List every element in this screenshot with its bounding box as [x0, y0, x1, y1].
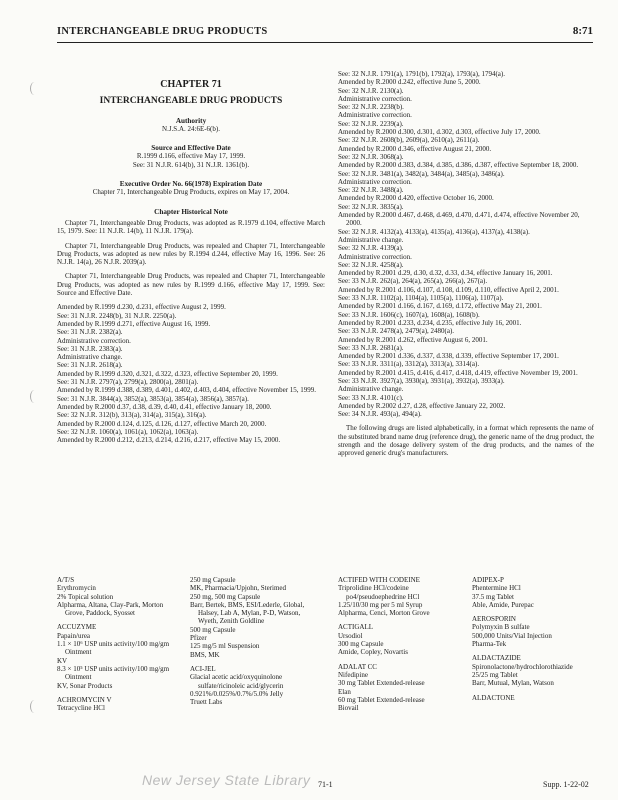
drug-brand-name: ACTIGALL [338, 623, 373, 632]
source-line: R.1999 d.166, effective May 17, 1999. [136, 152, 246, 161]
amendment-line: Amended by R.2001 d.415, d.416, d.417, d.418, d.419, effective November 19, 2001. [338, 368, 578, 377]
drug-list-column-1 [57, 576, 177, 712]
amendment-line: See: 32 N.J.R. 3488(a). [338, 186, 404, 195]
amendment-line: See: 32 N.J.R. 3068(a). [338, 152, 404, 161]
drug-strength: 8.3 × 10⁵ USP units activity/100 mg/gm Ointment [57, 664, 170, 682]
amendment-line: Amended by R.2000 d.383, d.384, d.385, d.386, d.387, effective September 18, 2000. [338, 161, 579, 170]
amendment-line: See: 33 N.J.R. 1606(c), 1607(a), 1608(a), 1608(b). [338, 310, 480, 319]
amendment-line: See: 33 N.J.R. 2681(a). [338, 343, 404, 352]
drug-strength: 25/25 mg Tablet [472, 670, 518, 679]
historical-note-paragraph: Chapter 71, Interchangeable Drug Products, was adopted as R.1979 d.104, effective March 15, 1979. See: 11 N.J.R. 14(b), 11 N.J.R. 179(a). [57, 218, 325, 236]
amendment-line: See: 33 N.J.R. 4101(c). [338, 393, 404, 402]
amendment-line: See: 31 N.J.R. 2618(a). [57, 361, 123, 370]
drug-manufacturers: BMS, MK [190, 650, 220, 659]
chapter-title: INTERCHANGEABLE DRUG PRODUCTS [99, 96, 283, 107]
left-column [57, 70, 325, 444]
amendment-line: See: 32 N.J.R. 2608(b), 2609(a), 2610(a), 2611(a). [338, 136, 480, 145]
authority-heading: Authority [175, 116, 207, 125]
amendment-line: Administrative correction. [57, 336, 131, 345]
amendment-line: Amended by R.2000 d.420, effective October 16, 2000. [338, 194, 494, 203]
drug-strength: 1.25/10/30 mg per 5 ml Syrup [338, 600, 423, 609]
drug-brand-name: ACI-JEL [190, 664, 216, 673]
drug-brand-name: ALDACTAZIDE [472, 654, 521, 663]
amendment-line: Amended by R.2001 d.166, d.167, d.169, d.172, effective May 21, 2001. [338, 302, 542, 311]
drug-manufacturers: Barr, Bertek, BMS, ESI/Lederle, Global, Halsey, Lab A, Mylan, P-D, Watson, Wyeth, Zenith Goldline [190, 600, 305, 626]
amendment-line: Amended by R.2000 d.212, d.213, d.214, d.216, d.217, effective May 15, 2000. [57, 436, 281, 445]
drug-strength: 1.1 × 10⁶ USP units activity/100 mg/gm Ointment [57, 640, 170, 657]
amendment-line: See: 33 N.J.R. 2478(a), 2479(a), 2480(a). [338, 327, 455, 336]
drug-manufacturers: Pharma-Tek [472, 640, 507, 649]
drug-manufacturers: KV [57, 656, 68, 665]
amendment-line: See: 32 N.J.R. 4258(a). [338, 260, 404, 269]
page-number: 71-1 [318, 780, 333, 789]
source-line: See: 31 N.J.R. 614(b), 31 N.J.R. 1361(b). [132, 160, 250, 169]
amendment-line: See: 32 N.J.R. 4132(a), 4133(a), 4135(a), 4136(a), 4137(a), 4138(a). [338, 227, 530, 236]
amendment-line: See: 32 N.J.R. 1791(a), 1791(b), 1792(a), 1793(a), 1794(a). [338, 70, 505, 78]
right-column [338, 70, 594, 465]
drug-strength: 300 mg Capsule [338, 640, 384, 649]
historical-note-heading: Chapter Historical Note [154, 207, 228, 216]
drug-manufacturers: Pfizer [190, 634, 207, 643]
amendment-line: Amended by R.2001 d.106, d.107, d.108, d.109, d.110, effective April 2, 2001. [338, 285, 559, 294]
amendment-line: See: 33 N.J.R. 3927(a), 3930(a), 3931(a), 3932(a), 3933(a). [338, 376, 505, 385]
amendment-line: Amended by R.2002 d.27, d.28, effective January 22, 2002. [338, 401, 506, 410]
amendment-line: See: 31 N.J.R. 2383(a). [57, 344, 123, 353]
amendment-line: See: 32 N.J.R. 2239(a). [338, 119, 404, 128]
historical-note-paragraph: Chapter 71, Interchangeable Drug Products, was repealed and Chapter 71, Interchangeable Drug Products, was adopted as new rules by R.1999 d.166, effective May 17, 1999. See: Source and Effective Date. [57, 272, 325, 298]
amendment-line: See: 33 N.J.R. 3311(a), 3312(a), 3313(a), 3314(a). [338, 360, 480, 369]
amendment-line: Administrative correction. [338, 252, 412, 261]
drug-list-column-2 [190, 576, 318, 706]
drug-strength: 250 mg, 500 mg Capsule [190, 592, 261, 601]
running-header-title: INTERCHANGEABLE DRUG PRODUCTS [57, 26, 268, 37]
amendment-line: Amended by R.2001 d.29, d.30, d.32, d.33, d.34, effective January 16, 2001. [338, 269, 553, 278]
amendment-line: See: 31 N.J.R. 3844(a), 3852(a), 3853(a), 3854(a), 3856(a), 3857(a). [57, 394, 249, 403]
amendment-line: See: 31 N.J.R. 2248(b), 31 N.J.R. 2250(a). [57, 311, 177, 320]
amendment-line: See: 32 N.J.R. 2238(b). [338, 103, 404, 112]
drug-brand-name: ACHROMYCIN V [57, 695, 112, 704]
drug-manufacturers: Truett Labs [190, 698, 223, 707]
source-heading: Source and Effective Date [151, 144, 231, 153]
amendment-line: Amended by R.1999 d.388, d.389, d.401, d.402, d.403, d.404, effective November 15, 1999. [57, 386, 317, 395]
drug-list-introduction: The following drugs are listed alphabetically, in a format which represents the name of the substituted brand name drug (reference drug), the generic name of the drug product, the strength and the dosage delivery system of the drug products, and the names of the approved generic drug's manufacturers. [338, 424, 594, 458]
amendment-line: Amended by R.2000 d.346, effective August 21, 2000. [338, 144, 492, 153]
drug-manufacturers: Biovail [338, 704, 359, 713]
amendment-line: Amended by R.2001 d.336, d.337, d.338, d.339, effective September 17, 2001. [338, 352, 559, 361]
amendment-line: See: 32 N.J.R. 1060(a), 1061(a), 1062(a), 1063(a). [57, 427, 199, 436]
drug-generic-name: Spironolactone/hydrochlorothiazide [472, 662, 573, 671]
amendment-line: Administrative change. [338, 385, 404, 394]
amendment-line: Amended by R.2000 d.37, d.38, d.39, d.40, d.41, effective January 18, 2000. [57, 402, 272, 411]
drug-brand-name: ADALAT CC [338, 662, 377, 671]
running-header-section: 8:71 [572, 25, 593, 37]
drug-strength: 2% Topical solution [57, 592, 114, 601]
amendment-line: Amended by R.2000 d.124, d.125, d.126, d.127, effective March 20, 2000. [57, 419, 267, 428]
library-watermark: New Jersey State Library [142, 772, 311, 788]
drug-strength: 37.5 mg Tablet [472, 592, 514, 601]
drug-list-column-4 [472, 576, 596, 702]
amendment-line: See: 32 N.J.R. 312(b), 313(a), 314(a), 315(a), 316(a). [57, 411, 207, 420]
drug-strength: 0.921%/0.025%/0.7%/5.0% Jelly [190, 689, 284, 698]
amendment-line: Amended by R.2000 d.242, effective June 5, 2000. [338, 78, 481, 87]
drug-generic-name: Ursodiol [338, 631, 363, 640]
drug-manufacturers: Barr, Mutual, Mylan, Watson [472, 679, 554, 688]
drug-generic-name: Nifedipine [338, 670, 368, 679]
binder-hole-mark [30, 82, 39, 95]
drug-manufacturers: Alpharma, Altana, Clay-Park, Morton Grove, Paddock, Syosset [57, 600, 164, 618]
amendment-line: Administrative change. [338, 235, 404, 244]
drug-brand-name: AEROSPORIN [472, 615, 516, 624]
chapter-number: CHAPTER 71 [160, 79, 222, 90]
authority-text: N.J.S.A. 24:6E-6(b). [162, 124, 220, 133]
amendment-line: See: 32 N.J.R. 2130(a). [338, 86, 404, 95]
executive-order-heading: Executive Order No. 66(1978) Expiration Date [119, 180, 263, 189]
amendment-line: Amended by R.1999 d.230, d.231, effective August 2, 1999. [57, 303, 226, 312]
executive-order-text: Chapter 71, Interchangeable Drug Products, expires on May 17, 2004. [92, 188, 290, 197]
drug-strength: 125 mg/5 ml Suspension [190, 642, 260, 651]
amendment-line: See: 31 N.J.R. 2382(a). [57, 328, 123, 337]
historical-note-paragraph: Chapter 71, Interchangeable Drug Products, was repealed and Chapter 71, Interchangeable Drug Products, was adopted as new rules by R.1994 d.244, effective May 16, 1996. See: 26 N.J.R. 14(a), 26 N.J.R. 2039(a). [57, 241, 325, 267]
amendment-line: See: 32 N.J.R. 3481(a), 3482(a), 3484(a), 3485(a), 3486(a). [338, 169, 505, 178]
drug-list-column-3 [338, 576, 462, 712]
amendment-line: Amended by R.1999 d.271, effective August 16, 1999. [57, 319, 211, 328]
binder-hole-mark [30, 390, 39, 403]
amendment-line: Amended by R.2000 d.300, d.301, d.302, d.303, effective July 17, 2000. [338, 128, 541, 137]
drug-generic-name: Polymyxin B sulfate [472, 623, 530, 632]
amendment-line: See: 34 N.J.R. 493(a), 494(a). [338, 410, 422, 419]
drug-strength: 60 mg Tablet Extended-release [338, 695, 425, 704]
drug-manufacturers: Able, Amide, Purepac [472, 600, 534, 609]
drug-manufacturers: MK, Pharmacia/Upjohn, Sterimed [190, 584, 287, 593]
drug-generic-name: Tetracycline HCl [57, 704, 105, 713]
drug-strength: 500 mg Capsule [190, 625, 236, 634]
drug-manufacturers: Elan [338, 687, 351, 696]
amendment-line: Amended by R.2001 d.262, effective August 6, 2001. [338, 335, 488, 344]
amendment-line: Amended by R.1999 d.320, d.321, d.322, d.323, effective September 20, 1999. [57, 369, 278, 378]
amendment-line: Administrative change. [57, 353, 123, 362]
drug-brand-name: ACTIFED WITH CODEINE [338, 576, 420, 584]
drug-strength: 30 mg Tablet Extended-release [338, 679, 425, 688]
amendment-line: See: 33 N.J.R. 1102(a), 1104(a), 1105(a), 1106(a), 1107(a). [338, 294, 504, 303]
drug-generic-name: Papain/urea [57, 631, 91, 640]
drug-generic-name: Glacial acetic acid/oxyquinolone sulfate/ricinoleic acid/glycerin [190, 673, 284, 690]
amendment-line: Administrative correction. [338, 177, 412, 186]
drug-manufacturers: Amide, Copley, Novartis [338, 648, 408, 657]
drug-brand-name: ADIPEX-P [472, 576, 504, 584]
amendment-line: See: 32 N.J.R. 4139(a). [338, 244, 404, 253]
drug-strength: 250 mg Capsule [190, 576, 236, 584]
drug-generic-name: Triprolidine HCl/codeine po4/pseudoephedrine HCl [338, 584, 420, 601]
amendment-line: See: 31 N.J.R. 2797(a), 2799(a), 2800(a), 2801(a). [57, 378, 199, 387]
drug-strength: 500,000 Units/Vial Injection [472, 631, 552, 640]
amendment-line: See: 32 N.J.R. 3835(a). [338, 202, 404, 211]
drug-brand-name: A/T/S [57, 576, 75, 584]
amendment-line: Amended by R.2001 d.233, d.234, d.235, effective July 16, 2001. [338, 318, 522, 327]
amendment-line: Amended by R.2000 d.467, d.468, d.469, d.470, d.471, d.474, effective November 20, 2000. [338, 211, 580, 228]
amendment-line: Administrative correction. [338, 94, 412, 103]
binder-hole-mark [30, 700, 39, 713]
amendment-line: See: 33 N.J.R. 262(a), 264(a), 265(a), 266(a), 267(a). [338, 277, 488, 286]
drug-generic-name: Phentermine HCl [472, 584, 521, 593]
drug-manufacturers: KV, Sonar Products [57, 681, 113, 690]
amendment-line: Administrative correction. [338, 111, 412, 120]
drug-generic-name: Erythromycin [57, 584, 96, 593]
running-header [57, 26, 593, 43]
drug-manufacturers: Alpharma, Cenci, Morton Grove [338, 609, 430, 618]
drug-brand-name: ACCUZYME [57, 623, 97, 632]
drug-brand-name: ALDACTONE [472, 693, 515, 702]
supplement-date: Supp. 1-22-02 [543, 780, 589, 789]
